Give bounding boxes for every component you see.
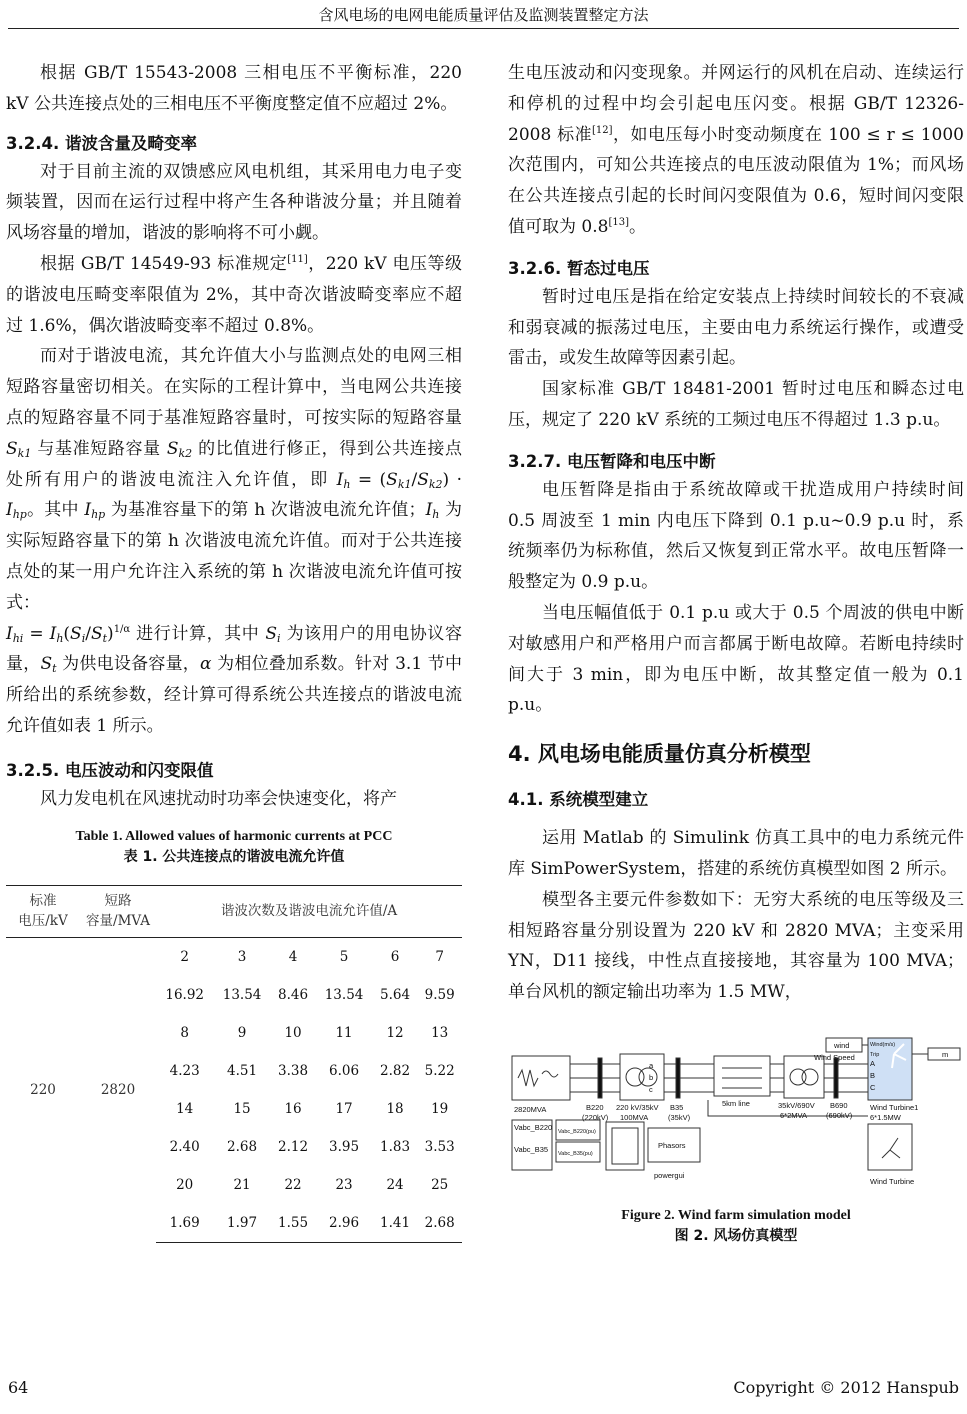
table-cell-capacity: 2820 — [100, 1081, 136, 1098]
figure2-caption-en: Figure 2. Wind farm simulation model — [621, 1207, 851, 1223]
section-heading-4: 4. 风电场电能质量仿真分析模型 — [508, 742, 811, 767]
left-column — [6, 58, 462, 1243]
svg-text:wind: wind — [834, 1040, 850, 1050]
citation-13[interactable]: [13] — [608, 216, 629, 228]
formula-ihi: I — [6, 623, 13, 644]
harmonic-order-cell: 16 — [284, 1100, 302, 1117]
table1-caption-en: Table 1. Allowed values of harmonic currents at PCC — [75, 828, 393, 844]
harmonic-current-cell: 16.92 — [165, 986, 205, 1003]
page-number: 64 — [8, 1378, 29, 1397]
svg-text:powergui: powergui — [654, 1170, 685, 1180]
harmonic-current-cell: 5.64 — [380, 986, 411, 1003]
harmonic-order-cell: 6 — [390, 948, 400, 965]
harmonic-order-cell: 20 — [176, 1176, 194, 1193]
wind-turbine2-block — [868, 1124, 912, 1170]
svg-text:B690: B690 — [830, 1100, 848, 1110]
harmonic-current-cell: 13.54 — [222, 986, 262, 1003]
svg-text:6*1.5MW: 6*1.5MW — [870, 1112, 901, 1122]
harmonic-current-cell: 1.97 — [213, 1204, 270, 1243]
running-head: 含风电场的电网电能质量评估及监测装置整定方法 — [318, 6, 649, 24]
figure2-simulink-model — [508, 1034, 964, 1194]
svg-text:Wind Turbine1: Wind Turbine1 — [870, 1102, 919, 1112]
harmonic-order-cell: 18 — [386, 1100, 404, 1117]
copyright-notice: Copyright © 2012 Hanspub — [733, 1378, 959, 1397]
harmonic-order-cell: 10 — [284, 1024, 302, 1041]
harmonic-current-cell: 5.22 — [424, 1062, 455, 1079]
citation-12[interactable]: [12] — [592, 124, 613, 136]
harmonic-order-cell: 8 — [180, 1024, 189, 1041]
harmonic-order-cell: 24 — [386, 1176, 404, 1193]
table-cell-voltage: 220 — [30, 1081, 56, 1098]
line-block — [714, 1056, 770, 1096]
svg-text:220 kV/35kV: 220 kV/35kV — [616, 1102, 659, 1112]
harmonic-current-cell: 2.40 — [169, 1138, 200, 1155]
section-heading-3-2-5: 3.2.5. 电压波动和闪变限值 — [6, 760, 214, 780]
harmonic-current-cell: 2.68 — [417, 1204, 462, 1243]
figure2-caption — [508, 1206, 964, 1246]
paragraph-model-params: 模型各主要元件参数如下：无穷大系统的电压等级及三相短路容量分别设置为 220 kV 和 2820 MVA；主变采用 YN，D11 接线，中性点直接接地，其容量为 100 MVA；单台风机的额定输出功率为 1.5 MW， — [508, 889, 964, 1003]
paragraph-flicker-start: 风力发电机在风速扰动时功率会快速变化，将产 — [40, 788, 397, 809]
harmonic-order-cell: 2 — [180, 948, 189, 965]
paragraph-unbalance: 根据 GB/T 15543-2008 三相电压不平衡标准，220 kV 公共连接点处的三相电压不平衡度整定值不应超过 2%。 — [6, 63, 462, 114]
svg-text:2820MVA: 2820MVA — [514, 1104, 547, 1114]
harmonic-current-cell: 8.46 — [278, 986, 309, 1003]
right-column — [508, 58, 964, 1246]
harmonic-current-cell: 1.41 — [373, 1204, 418, 1243]
harmonic-order-cell: 5 — [339, 948, 349, 965]
harmonic-current-cell: 1.69 — [156, 1204, 213, 1243]
harmonic-current-cell: 1.55 — [271, 1204, 316, 1243]
svg-text:100MVA: 100MVA — [620, 1112, 649, 1122]
harmonic-current-cell: 4.51 — [227, 1062, 258, 1079]
harmonic-order-cell: 4 — [288, 948, 298, 965]
svg-text:Vabc_B220: Vabc_B220 — [514, 1122, 553, 1132]
paragraph-sag-definition: 电压暂降是指由于系统故障或干扰造成用户持续时间 0.5 周波至 1 min 内电压下降到 0.1 p.u~0.9 p.u 时，系统频率仍为标称值，然后又恢复到正常水平。故电压暂降一般整定为 0.9 p.u。 — [508, 479, 964, 593]
harmonic-order-cell: 17 — [335, 1100, 353, 1117]
table-header-voltage: 标准 电压/kV — [6, 885, 80, 937]
harmonic-current-cell: 9.59 — [424, 986, 455, 1003]
harmonic-order-cell: 9 — [237, 1024, 247, 1041]
citation-11[interactable]: [11] — [287, 253, 308, 265]
harmonic-order-cell: 14 — [176, 1100, 194, 1117]
table-header-values: 谐波次数及谐波电流允许值/A — [156, 885, 462, 937]
harmonic-order-cell: 7 — [435, 948, 444, 965]
svg-text:B220: B220 — [586, 1102, 604, 1112]
svg-text:b: b — [649, 1072, 654, 1082]
harmonic-table — [6, 885, 462, 1243]
harmonic-current-cell: 4.23 — [169, 1062, 200, 1079]
paragraph-model-intro: 运用 Matlab 的 Simulink 仿真工具中的电力系统元件库 SimPowerSystem，搭建的系统仿真模型如图 2 所示。 — [508, 828, 964, 879]
paragraph-tov-standard: 国家标准 GB/T 18481-2001 暂时过电压和瞬态过电压，规定了 220 kV 系统的工频过电压不得超过 1.3 p.u。 — [508, 379, 964, 430]
svg-text:C: C — [870, 1082, 876, 1092]
svg-text:Wind Speed: Wind Speed — [814, 1052, 855, 1062]
table1-caption — [6, 827, 462, 867]
svg-text:(690kV): (690kV) — [826, 1110, 853, 1120]
paragraph-harmonic-current: 而对于谐波电流，其允许值大小与监测点处的电网三相短路容量密切相关。在实际的工程计算中，当电网公共连接点的短路容量不同于基准短路容量时，可按实际的短路容量 $S_{k1}$ 与基准短路容量 $S_{k2}$ 的比值进行修正，得到公共连接点处所有用户的谐波电流注入允许值，即 $I_h = (S_{k1}/S_{k2}) \cdot I_{hp}$。其中 $I_{hp}$ 为基准容量下的第 h 次谐波电流允许值；$I_h$ 为实际短路容量下的第 h 次谐波电流允许值。而对于公共连接点处的某一用户允许注入系统的第 h 次谐波电流允许值可按式： $I_{hi} = I_h(S_i/S_t)^{1/\alpha}$ 进行计算，其中 $S_i$ 为该用户的用电协议容量，$S_t$ 为供电设备容量，α 为相位叠加系数。针对 3.1 节中所给出的系统参数，经计算可得系统公共连接点的谐波电流允许值如表 1 所示。 — [6, 346, 463, 736]
svg-text:Vabc_B220(pu): Vabc_B220(pu) — [558, 1128, 596, 1135]
svg-text:35kV/690V: 35kV/690V — [778, 1100, 815, 1110]
harmonic-order-cell: 21 — [233, 1176, 251, 1193]
harmonic-order-cell: 11 — [335, 1024, 353, 1041]
source-block — [512, 1056, 570, 1100]
svg-text:Wind Turbine: Wind Turbine — [870, 1176, 915, 1186]
harmonic-current-cell: 6.06 — [329, 1062, 360, 1079]
harmonic-current-cell: 3.95 — [329, 1138, 360, 1155]
svg-text:Phasors: Phasors — [658, 1140, 686, 1150]
section-heading-4-1: 4.1. 系统模型建立 — [508, 790, 649, 810]
table-row — [6, 937, 462, 976]
svg-text:B: B — [870, 1070, 876, 1080]
harmonic-order-cell: 13 — [431, 1024, 449, 1041]
harmonic-current-cell: 2.96 — [315, 1204, 372, 1243]
svg-text:(220kV): (220kV) — [582, 1112, 609, 1122]
harmonic-current-cell: 13.54 — [324, 986, 364, 1003]
harmonic-current-cell: 2.68 — [227, 1138, 258, 1155]
harmonic-order-cell: 25 — [431, 1176, 449, 1193]
harmonic-current-cell: 3.53 — [424, 1138, 455, 1155]
paragraph-harmonic-intro: 对于目前主流的双馈感应风电机组，其采用电力电子变频装置，因而在运行过程中将产生各种谐波分量；并且随着风场容量的增加，谐波的影响将不可小觑。 — [6, 161, 462, 244]
svg-text:c: c — [649, 1084, 653, 1094]
svg-text:B35: B35 — [670, 1102, 684, 1112]
harmonic-order-cell: 22 — [284, 1176, 302, 1193]
svg-text:Vabc_B35(pu): Vabc_B35(pu) — [558, 1150, 593, 1157]
harmonic-current-cell: 2.12 — [278, 1138, 309, 1155]
harmonic-order-cell: 15 — [233, 1100, 251, 1117]
figure2-caption-cn: 图 2. 风场仿真模型 — [674, 1227, 798, 1244]
svg-text:5km line: 5km line — [722, 1098, 750, 1108]
svg-text:Trip: Trip — [870, 1051, 880, 1058]
harmonic-current-cell: 2.82 — [380, 1062, 411, 1079]
harmonic-order-cell: 23 — [335, 1176, 353, 1193]
paragraph-interruption: 当电压幅值低于 0.1 p.u 或大于 0.5 个周波的供电中断对敏感用户和严格用户而言都属于断电故障。若断电持续时间大于 3 min，即为电压中断，故其整定值一般为 0.1 p.u。 — [508, 602, 964, 716]
section-heading-3-2-7: 3.2.7. 电压暂降和电压中断 — [508, 451, 716, 471]
section-heading-3-2-6: 3.2.6. 暂态过电压 — [508, 258, 650, 278]
table-header-capacity: 短路 容量/MVA — [80, 885, 156, 937]
section-heading-3-2-4: 3.2.4. 谐波含量及畸变率 — [6, 133, 197, 153]
svg-text:a: a — [649, 1060, 654, 1070]
svg-text:m: m — [942, 1049, 949, 1059]
table1-caption-cn: 表 1. 公共连接点的谐波电流允许值 — [123, 848, 345, 865]
svg-text:6*2MVA: 6*2MVA — [780, 1110, 807, 1120]
harmonic-current-cell: 1.83 — [380, 1138, 411, 1155]
svg-text:(35kV): (35kV) — [668, 1112, 691, 1122]
paragraph-harmonic-limits: 根据 GB/T 14549-93 标准规定[11]，220 kV 电压等级的谐波电压畸变率限值为 2%，其中奇次谐波畸变率应不超过 1.6%，偶次谐波畸变率不超过 0.8%。 — [6, 253, 462, 336]
harmonic-order-cell: 12 — [386, 1024, 404, 1041]
paragraph-tov-definition: 暂时过电压是指在给定安装点上持续时间较长的不衰减和弱衰减的振荡过电压，主要由电力系统运行操作，或遭受雷击，或发生故障等因素引起。 — [508, 286, 964, 369]
svg-text:Wind(m/s): Wind(m/s) — [870, 1041, 896, 1048]
harmonic-order-cell: 19 — [431, 1100, 449, 1117]
formula-ih: I — [336, 469, 344, 490]
paragraph-flicker-cont: 生电压波动和闪变现象。并网运行的风机在启动、连续运行和停机的过程中均会引起电压闪变。根据 GB/T 12326-2008 标准[12]，如电压每小时变动频度在 100 ≤ r ≤ 1000 次范围内，可知公共连接点的电压波动限值为 1%；而风场在公共连接点引起的长时间闪变限值为 0.6，短时间闪变限值可取为 0.8[13]。 — [508, 63, 964, 237]
harmonic-order-cell: 3 — [237, 948, 247, 965]
svg-text:Vabc_B35: Vabc_B35 — [514, 1144, 549, 1154]
header-rule — [8, 28, 959, 29]
svg-text:A: A — [870, 1058, 876, 1068]
harmonic-current-cell: 3.38 — [278, 1062, 309, 1079]
